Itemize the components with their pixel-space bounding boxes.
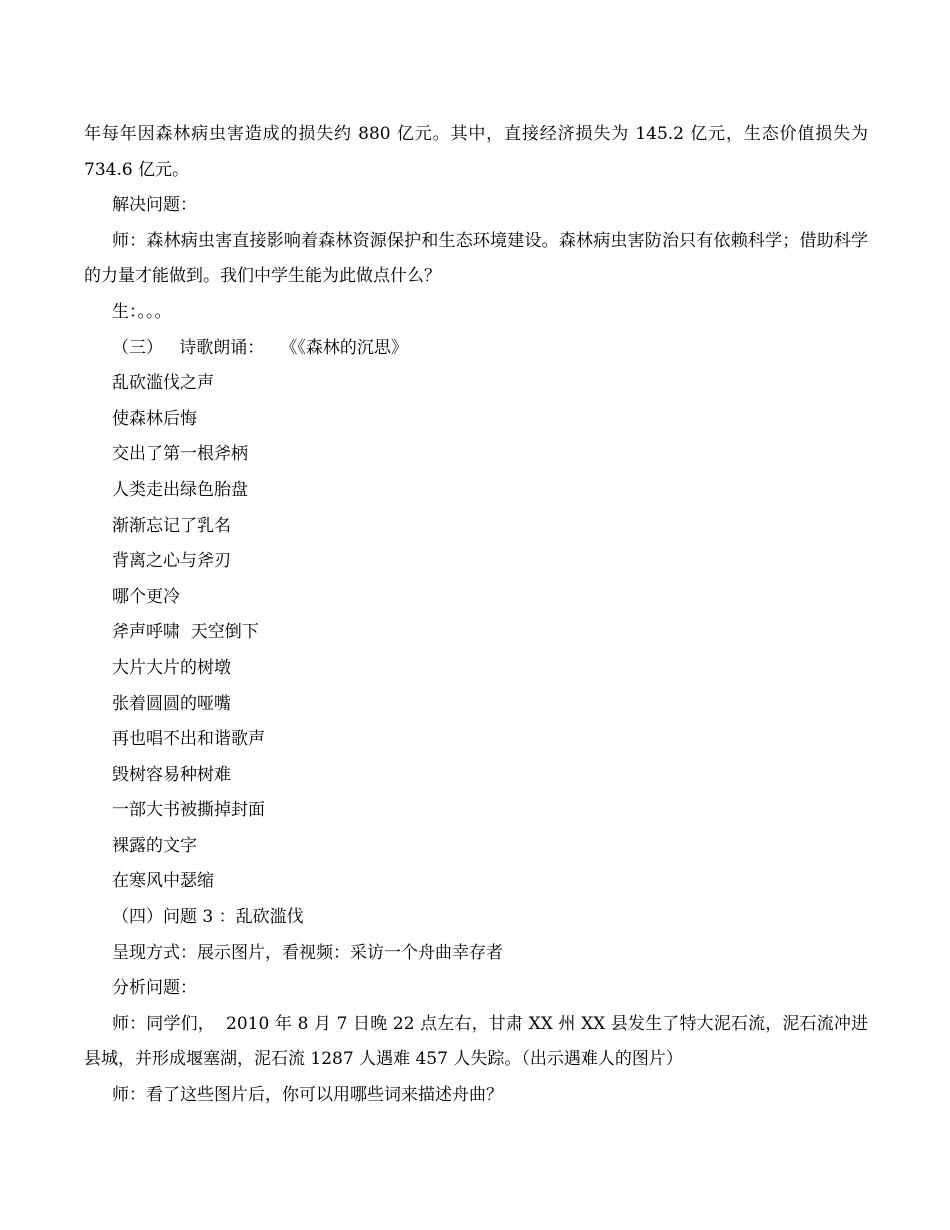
poem-line: 人类走出绿色胎盘 xyxy=(112,479,248,500)
poem-line: 再也唱不出和谐歌声 xyxy=(112,729,265,750)
section-three-heading: （三） 诗歌朗诵： 《《森林的沉思》 xyxy=(112,337,408,358)
poem-line: 使森林后悔 xyxy=(112,408,197,429)
poem-line: 乱砍滥伐之声 xyxy=(112,373,214,394)
teacher-paragraph-2: 师：同学们， 2010 年 8 月 7 日晚 22 点左右，甘肃 XX 州 XX 县发生了特大泥石流，泥石流冲进县城，并形成堰塞湖，泥石流 1287 人遇难 457 人失踪。（出示遇难人的图片） xyxy=(84,1013,868,1070)
poem-line: 背离之心与斧刃 xyxy=(112,551,231,572)
poem-line: 毁树容易种树难 xyxy=(112,764,231,785)
poem-line: 大片大片的树墩 xyxy=(112,657,231,678)
poem-line: 斧声呼啸 天空倒下 xyxy=(112,622,259,643)
poem-line: 一部大书被撕掉封面 xyxy=(112,800,265,821)
poem-line: 哪个更冷 xyxy=(112,586,180,607)
poem-line: 裸露的文字 xyxy=(112,835,197,856)
continuation-paragraph: 年每年因森林病虫害造成的损失约 880 亿元。其中，直接经济损失为 145.2 亿元，生态价值损失为 734.6 亿元。 xyxy=(84,124,868,180)
teacher-question: 师：看了这些图片后，你可以用哪些词来描述舟曲？ xyxy=(112,1085,503,1106)
document-page xyxy=(84,117,868,1114)
poem-line: 张着圆圆的哑嘴 xyxy=(112,693,231,714)
student-response: 生：。。。 xyxy=(112,301,172,322)
presentation-method: 呈现方式：展示图片，看视频：采访一个舟曲幸存者 xyxy=(112,942,503,963)
poem-line: 交出了第一根斧柄 xyxy=(112,444,248,465)
solve-problem-heading: 解决问题： xyxy=(112,195,197,216)
section-four-heading: （四）问题 3 ：乱砍滥伐 xyxy=(112,907,304,928)
poem-line: 在寒风中瑟缩 xyxy=(112,871,214,892)
poem-line: 渐渐忘记了乳名 xyxy=(112,515,231,536)
teacher-paragraph-1: 师：森林病虫害直接影响着森林资源保护和生态环境建设。森林病虫害防治只有依赖科学；借助科学的力量才能做到。我们中学生能为此做点什么？ xyxy=(84,230,868,287)
poem xyxy=(84,366,868,900)
analyze-problem-heading: 分析问题： xyxy=(112,978,197,999)
